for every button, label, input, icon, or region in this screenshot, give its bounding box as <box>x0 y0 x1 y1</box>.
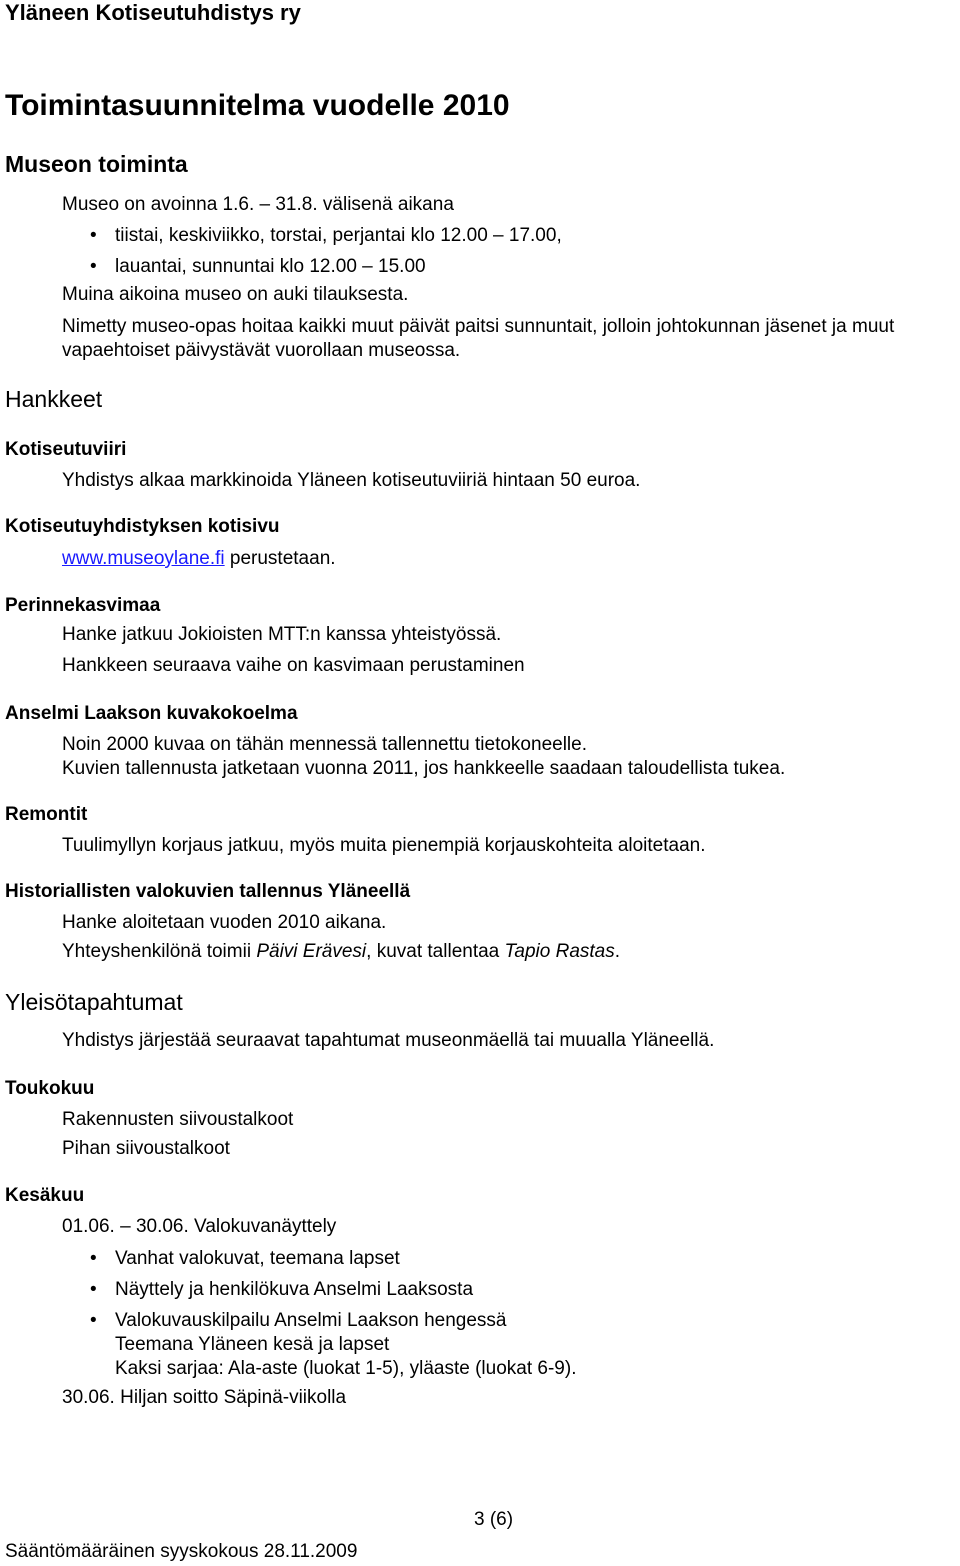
homepage-link[interactable]: www.museoylane.fi <box>62 548 225 569</box>
subheading-viiri: Kotiseutuviiri <box>5 439 127 460</box>
subheading-remontit: Remontit <box>5 804 88 825</box>
toukokuu-item: Pihan siivoustalkoot <box>62 1138 230 1159</box>
kesakuu-sub1: Teemana Yläneen kesä ja lapset <box>115 1334 390 1355</box>
museo-hours-weekdays: tiistai, keskiviikko, torstai, perjantai klo 12.00 – 17.00, <box>115 225 562 246</box>
footer-meeting: Sääntömääräinen syyskokous 28.11.2009 <box>5 1541 358 1562</box>
kotisivu-text: perustetaan. <box>224 548 336 569</box>
museo-guide-line1: Nimetty museo-opas hoitaa kaikki muut päivät paitsi sunnuntait, jolloin johtokunnan jäsenet ja muut <box>62 316 895 337</box>
museo-guide-line2: vapaehtoiset päivystävät vuorollaan museossa. <box>62 340 461 361</box>
bullet-icon: • <box>90 1279 97 1300</box>
bullet-icon: • <box>90 256 97 277</box>
laakso-line2: Kuvien tallennusta jatketaan vuonna 2011, jos hankkeelle saadaan taloudellista tukea. <box>62 758 786 779</box>
document-header: Yläneen Kotiseutuhdistys ry <box>5 0 301 25</box>
remontit-text: Tuulimyllyn korjaus jatkuu, myös muita pienempiä korjauskohteita aloitetaan. <box>62 835 706 856</box>
subheading-kotisivu: Kotiseutuyhdistyksen kotisivu <box>5 516 280 537</box>
museo-intro: Museo on avoinna 1.6. – 31.8. välisenä aikana <box>62 194 454 215</box>
valokuvat-text: , kuvat tallentaa <box>366 941 505 962</box>
subheading-laakso: Anselmi Laakson kuvakokoelma <box>5 703 298 724</box>
laakso-line1: Noin 2000 kuvaa on tähän mennessä tallennettu tietokoneelle. <box>62 734 587 755</box>
kotisivu-line <box>62 547 336 571</box>
subheading-kasvimaa: Perinnekasvimaa <box>5 595 161 616</box>
museo-hours-weekend: lauantai, sunnuntai klo 12.00 – 15.00 <box>115 256 426 277</box>
valokuvat-text: . <box>614 941 621 962</box>
bullet-icon: • <box>90 225 97 246</box>
section-heading-hankkeet: Hankkeet <box>5 386 103 412</box>
tapahtumat-intro: Yhdistys järjestää seuraavat tapahtumat museonmäellä tai muualla Yläneellä. <box>62 1030 715 1051</box>
valokuvat-text: Yhteyshenkilönä toimii <box>62 941 257 962</box>
subheading-valokuvat: Historiallisten valokuvien tallennus Yläneellä <box>5 881 411 902</box>
valokuvat-line2 <box>62 940 620 964</box>
valokuvat-line1: Hanke aloitetaan vuoden 2010 aikana. <box>62 912 387 933</box>
subheading-toukokuu: Toukokuu <box>5 1078 95 1099</box>
museo-other-times: Muina aikoina museo on auki tilauksesta. <box>62 284 409 305</box>
page-number: 3 (6) <box>474 1509 514 1530</box>
toukokuu-item: Rakennusten siivoustalkoot <box>62 1109 294 1130</box>
subheading-kesakuu: Kesäkuu <box>5 1185 85 1206</box>
kesakuu-sub2: Kaksi sarjaa: Ala-aste (luokat 1-5), yläaste (luokat 6-9). <box>115 1358 577 1379</box>
contact-person: Päivi Erävesi <box>256 941 367 962</box>
kesakuu-last: 30.06. Hiljan soitto Säpinä-viikolla <box>62 1387 347 1408</box>
photographer: Tapio Rastas <box>504 941 615 962</box>
page-title: Toimintasuunnitelma vuodelle 2010 <box>5 89 510 122</box>
section-heading-museo: Museon toiminta <box>5 151 188 177</box>
kasvimaa-line1: Hanke jatkuu Jokioisten MTT:n kanssa yhteistyössä. <box>62 624 502 645</box>
section-heading-tapahtumat: Yleisötapahtumat <box>5 989 183 1015</box>
kesakuu-line1: 01.06. – 30.06. Valokuvanäyttely <box>62 1216 337 1237</box>
kesakuu-bullet: Valokuvauskilpailu Anselmi Laakson hengessä <box>115 1310 507 1331</box>
kesakuu-bullet: Näyttely ja henkilökuva Anselmi Laaksosta <box>115 1279 474 1300</box>
bullet-icon: • <box>90 1248 97 1269</box>
kesakuu-bullet: Vanhat valokuvat, teemana lapset <box>115 1248 400 1269</box>
kasvimaa-line2: Hankkeen seuraava vaihe on kasvimaan perustaminen <box>62 655 525 676</box>
viiri-text: Yhdistys alkaa markkinoida Yläneen kotiseutuviiriä hintaan 50 euroa. <box>62 470 641 491</box>
bullet-icon: • <box>90 1310 97 1331</box>
